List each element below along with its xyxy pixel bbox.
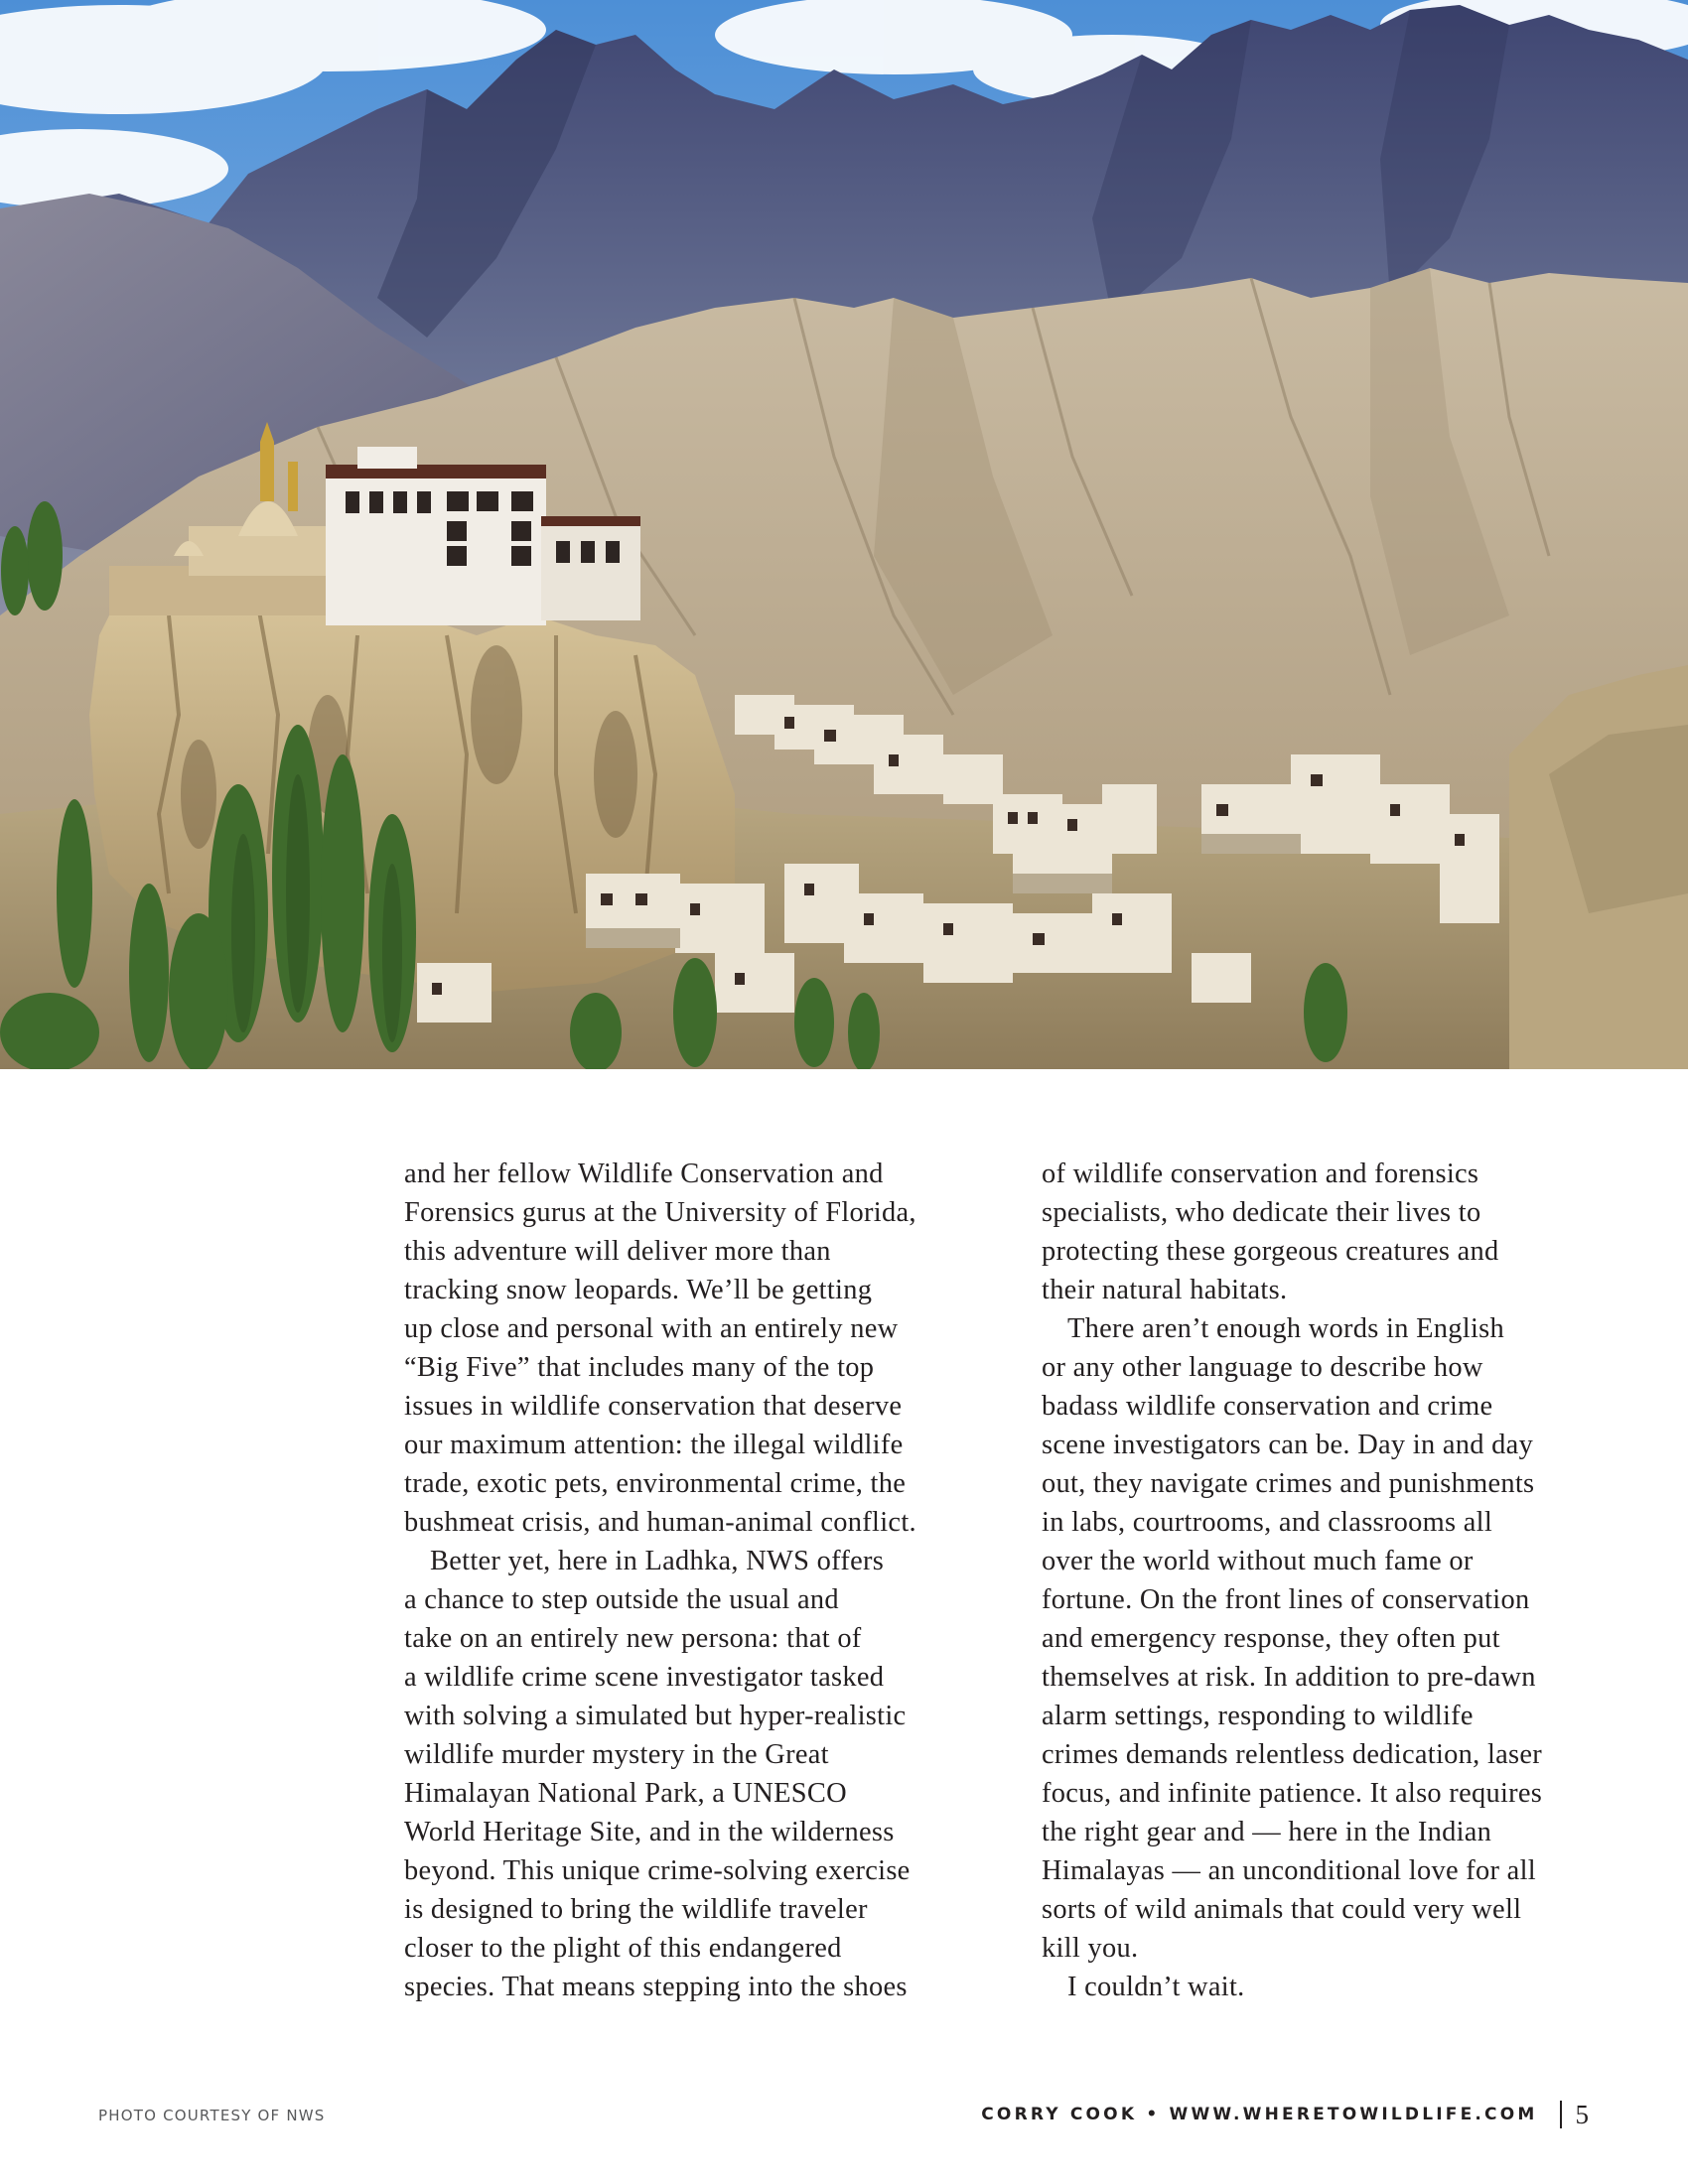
- text-line: protecting these gorgeous creatures and: [1042, 1236, 1499, 1267]
- text-line: is designed to bring the wildlife traveler: [404, 1894, 868, 1925]
- page-number: 5: [1575, 2099, 1589, 2129]
- text-line: badass wildlife conservation and crime: [1042, 1391, 1493, 1422]
- text-line: kill you.: [1042, 1933, 1139, 1964]
- text-line: or any other language to describe how: [1042, 1352, 1483, 1383]
- text-line: a wildlife crime scene investigator tasked: [404, 1662, 885, 1693]
- text-line: scene investigators can be. Day in and day: [1042, 1430, 1534, 1460]
- text-line: up close and personal with an entirely new: [404, 1313, 899, 1344]
- text-line: wildlife murder mystery in the Great: [404, 1739, 829, 1770]
- footer-divider: [1560, 2101, 1562, 2128]
- text-line: and her fellow Wildlife Conservation and: [404, 1159, 884, 1189]
- text-line: the right gear and — here in the Indian: [1042, 1817, 1492, 1847]
- text-line: over the world without much fame or: [1042, 1546, 1474, 1576]
- text-line: Himalayas — an unconditional love for all: [1042, 1855, 1536, 1886]
- text-line: and emergency response, they often put: [1042, 1623, 1500, 1654]
- text-line: bushmeat crisis, and human-animal conflict.: [404, 1507, 916, 1538]
- text-line: sorts of wild animals that could very well: [1042, 1894, 1522, 1925]
- text-line: out, they navigate crimes and punishments: [1042, 1468, 1535, 1499]
- page-footer: [981, 2098, 1589, 2131]
- text-line: focus, and infinite patience. It also requires: [1042, 1778, 1543, 1809]
- text-line: beyond. This unique crime-solving exercise: [404, 1855, 911, 1886]
- text-line: crimes demands relentless dedication, laser: [1042, 1739, 1543, 1770]
- text-line: in labs, courtrooms, and classrooms all: [1042, 1507, 1493, 1538]
- text-line: World Heritage Site, and in the wilderness: [404, 1817, 895, 1847]
- text-line: their natural habitats.: [1042, 1275, 1288, 1305]
- text-line: There aren’t enough words in English: [1067, 1313, 1504, 1344]
- text-line: this adventure will deliver more than: [404, 1236, 831, 1267]
- text-line: species. That means stepping into the shoes: [404, 1972, 908, 2002]
- text-line: closer to the plight of this endangered: [404, 1933, 842, 1964]
- text-line: Himalayan National Park, a UNESCO: [404, 1778, 847, 1809]
- text-line: fortune. On the front lines of conservation: [1042, 1584, 1530, 1615]
- text-line: alarm settings, responding to wildlife: [1042, 1701, 1474, 1731]
- text-line: I couldn’t wait.: [1067, 1972, 1245, 2002]
- text-line: “Big Five” that includes many of the top: [404, 1352, 875, 1383]
- article-column-left: [404, 1155, 960, 2006]
- text-line: themselves at risk. In addition to pre-dawn: [1042, 1662, 1536, 1693]
- text-line: Forensics gurus at the University of Florida,: [404, 1197, 916, 1228]
- text-line: take on an entirely new persona: that of: [404, 1623, 862, 1654]
- text-line: Better yet, here in Ladhka, NWS offers: [430, 1546, 885, 1576]
- text-line: specialists, who dedicate their lives to: [1042, 1197, 1481, 1228]
- footer-byline: CORRY COOK • WWW.WHERETOWILDLIFE.COM: [981, 2105, 1538, 2124]
- text-line: a chance to step outside the usual and: [404, 1584, 839, 1615]
- hero-photo: [0, 0, 1688, 1069]
- text-line: tracking snow leopards. We’ll be getting: [404, 1275, 873, 1305]
- photo-credit: PHOTO COURTESY OF NWS: [98, 2107, 326, 2124]
- article-column-right: [1042, 1155, 1598, 2006]
- text-line: issues in wildlife conservation that deserve: [404, 1391, 903, 1422]
- text-line: our maximum attention: the illegal wildlife: [404, 1430, 904, 1460]
- text-line: trade, exotic pets, environmental crime, the: [404, 1468, 907, 1499]
- text-line: with solving a simulated but hyper-realistic: [404, 1701, 907, 1731]
- text-line: of wildlife conservation and forensics: [1042, 1159, 1479, 1189]
